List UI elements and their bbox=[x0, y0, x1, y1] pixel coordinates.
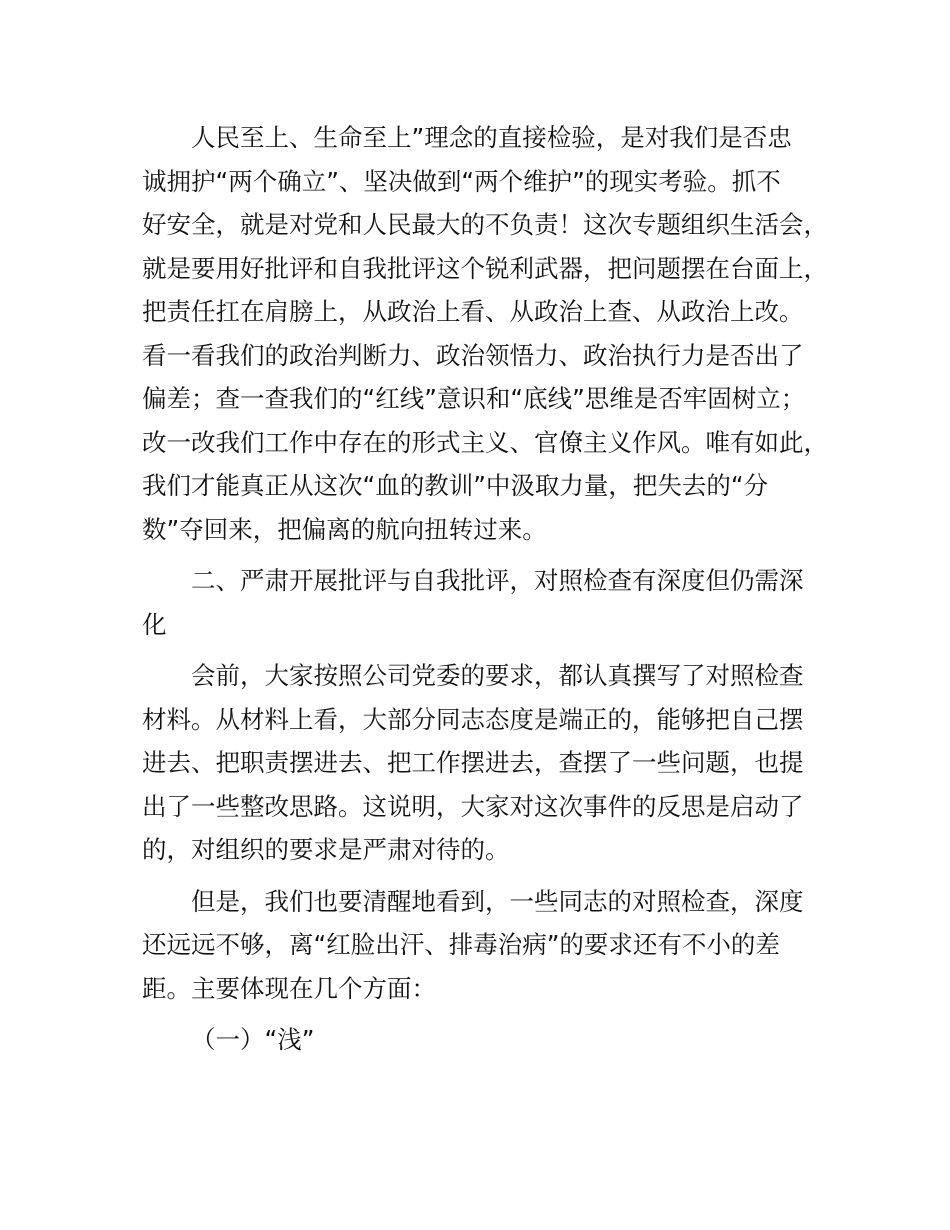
text-line: （一）“浅” bbox=[191, 1025, 315, 1054]
text-line: 进去、把职责摆进去、把工作摆进去，查摆了一些问题，也提 bbox=[142, 748, 804, 777]
text-line: 的，对组织的要求是严肃对待的。 bbox=[142, 835, 510, 864]
section-heading bbox=[142, 559, 842, 646]
text-line: 把责任扛在肩膀上，从政治上看、从政治上查、从政治上改。 bbox=[142, 297, 804, 326]
paragraph bbox=[142, 880, 842, 1011]
text-line: 我们才能真正从这次“血的教训”中汲取力量，把失去的“分 bbox=[142, 471, 769, 500]
text-line: 偏差；查一查我们的“红线”意识和“底线”思维是否牢固树立； bbox=[142, 384, 806, 413]
paragraph bbox=[142, 654, 842, 872]
text-line: 距。主要体现在几个方面： bbox=[142, 973, 436, 1003]
text-line: 会前，大家按照公司党委的要求，都认真撰写了对照检查 bbox=[191, 661, 804, 690]
document-body bbox=[142, 116, 842, 1062]
text-line: 数”夺回来，把偏离的航向扭转过来。 bbox=[142, 514, 547, 544]
text-line: 诚拥护“两个确立”、坚决做到“两个维护”的现实考验。抓不 bbox=[142, 166, 781, 196]
text-line: 改一改我们工作中存在的形式主义、官僚主义作风。唯有如此， bbox=[142, 427, 828, 457]
text-line: 好安全，就是对党和人民最大的不负责！这次专题组织生活会， bbox=[142, 210, 828, 239]
text-line: 还远远不够，离“红脸出汗、排毒治病”的要求还有不小的差 bbox=[142, 930, 780, 959]
subsection-heading bbox=[142, 1018, 842, 1062]
text-line: 人民至上、生命至上”理念的直接检验，是对我们是否忠 bbox=[191, 123, 792, 152]
text-line: 二、严肃开展批评与自我批评，对照检查有深度但仍需深 bbox=[191, 566, 804, 595]
text-line: 就是要用好批评和自我批评这个锐利武器，把问题摆在台面上， bbox=[142, 253, 828, 283]
text-line: 看一看我们的政治判断力、政治领悟力、政治执行力是否出了 bbox=[142, 340, 804, 370]
text-line: 化 bbox=[142, 609, 167, 639]
paragraph-continuation bbox=[142, 116, 842, 551]
text-line: 材料。从材料上看，大部分同志态度是端正的，能够把自己摆 bbox=[142, 704, 804, 734]
text-line: 但是，我们也要清醒地看到，一些同志的对照检查，深度 bbox=[191, 886, 804, 916]
text-line: 出了一些整改思路。这说明，大家对这次事件的反思是启动了 bbox=[142, 791, 804, 821]
